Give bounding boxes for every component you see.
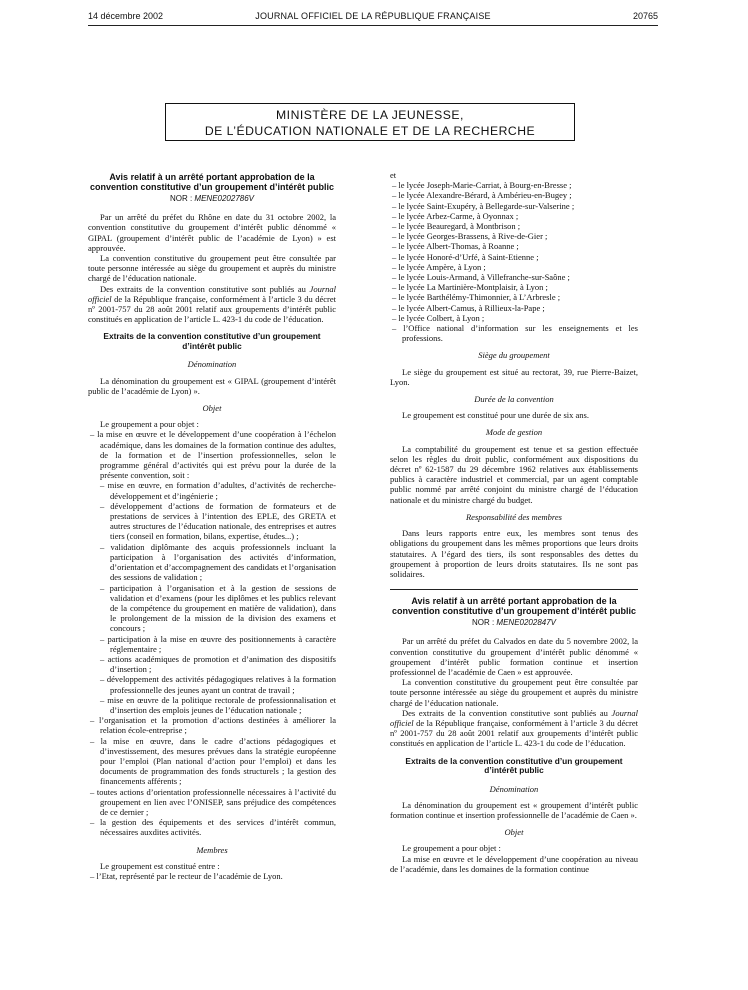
left-column bbox=[88, 172, 336, 881]
list-item: – la gestion des équipements et des services d’intérêt commun, nécessaires auxdites activités. bbox=[90, 817, 336, 838]
subheading-responsabilite: Responsabilité des membres bbox=[465, 511, 562, 522]
paragraph: et bbox=[390, 170, 397, 180]
paragraph: La comptabilité du groupement est tenue et sa gestion effectuée selon les règles du droit public, conformément aux dispositions du décret nº 62-1587 du 29 décembre 1962 relatives aux établissements publics à caractère industriel et commercial, par un agent comptable public nommé par arrêté conjoint du ministre chargé de l’éducation nationale et du ministre chargé du budget. bbox=[390, 443, 638, 505]
paragraph: La convention constitutive du groupement peut être consultée par toute personne intéressée au siège du groupement et auprès du ministre chargé de l’éducation nationale. bbox=[88, 253, 336, 284]
subheading-duree: Durée de la convention bbox=[474, 394, 554, 405]
paragraph: Le siège du groupement est situé au rectorat, 39, rue Pierre-Baizet, Lyon. bbox=[390, 366, 638, 387]
paragraph: La dénomination du groupement est « GIPAL (groupement d’intérêt public de l’académie de Lyon) ». bbox=[88, 375, 336, 396]
list-item: – le lycée Albert-Thomas, à Roanne ; bbox=[392, 241, 519, 252]
list-item: – actions académiques de promotion et d’animation des dispositifs d’insertion ; bbox=[100, 653, 336, 675]
text: Des extraits de la convention constitutive sont publiés au bbox=[100, 283, 310, 294]
paragraph: Dans leurs rapports entre eux, les membres sont tenus des obligations du groupement dans les mêmes proportions que leurs droits statutaires. A l’égard des tiers, ils sont responsables des dettes du groupement à proportion de leurs droits statutaires. Ils ne sont pas solidaires. bbox=[390, 528, 638, 579]
list-item: – le lycée Joseph-Marie-Carriat, à Bourg-en-Bresse ; bbox=[392, 180, 572, 191]
list-item: – mise en œuvre, en formation d’adultes, d’activités de recherche-développement et d’ingénierie ; bbox=[100, 480, 336, 501]
list-item: – l’organisation et la promotion d’actions destinées à améliorer la relation école-entreprise ; bbox=[90, 715, 336, 736]
list-item: – participation à la mise en œuvre des positionnements à caractère réglementaire ; bbox=[100, 633, 336, 654]
paragraph: La dénomination du groupement est « groupement d’intérêt public formation continue et insertion professionnelle de l’académie de Caen ». bbox=[390, 799, 638, 820]
text: de la République française, conformément à l’article 3 du décret nº 2001-757 du 28 août 2001 relatif aux groupements d’intérêt public constitués en application de l’article L. 423-1 du code de l’éducation. bbox=[390, 717, 638, 749]
nor-code: MENE0202847V bbox=[496, 618, 557, 628]
paragraph bbox=[88, 284, 336, 325]
list-item: – le lycée Barthélémy-Thimonnier, à L’Arbresle ; bbox=[392, 292, 561, 303]
list-item: – le lycée Alexandre-Bérard, à Ambérieu-en-Bugey ; bbox=[392, 190, 572, 201]
paragraph: Par un arrêté du préfet du Rhône en date du 31 octobre 2002, la convention constitutive du groupement d’intérêt public dénommé « GIPAL (groupement d’intérêt public de l’académie de Lyon) » est approuvée. bbox=[88, 212, 336, 253]
ministry-line-1: MINISTÈRE DE LA JEUNESSE, bbox=[276, 108, 464, 122]
list-item: – toutes actions d’orientation professionnelle nécessaires à l’activité du groupement en lien avec l’ONISEP, sans préjudice des compétences de ce dernier ; bbox=[90, 786, 336, 817]
list-item: – le lycée Beauregard, à Montbrison ; bbox=[392, 221, 521, 232]
subheading-denomination: Dénomination bbox=[187, 359, 237, 370]
nor-line bbox=[88, 194, 336, 204]
paragraph bbox=[390, 708, 638, 749]
right-column bbox=[390, 170, 638, 874]
section-heading: Extraits de la convention constitutive d’un groupement d’intérêt public bbox=[405, 755, 623, 776]
subheading-gestion: Mode de gestion bbox=[485, 427, 543, 438]
journal-officiel: Journal officiel bbox=[390, 707, 638, 728]
subheading-objet: Objet bbox=[504, 827, 524, 838]
list-item: – développement des activités pédagogiques relatives à la formation professionnelle des jeunes ayant un contrat de travail ; bbox=[100, 674, 336, 695]
list-item: – le lycée Georges-Brassens, à Rive-de-Gier ; bbox=[392, 231, 548, 242]
avis-title: Avis relatif à un arrêté portant approbation de la convention constitutive d’un groupement d’intérêt public bbox=[89, 172, 334, 192]
nor-label: NOR : bbox=[169, 194, 195, 203]
subheading-objet: Objet bbox=[202, 403, 222, 414]
avis-title: Avis relatif à un arrêté portant approbation de la convention constitutive d’un groupement d’intérêt public bbox=[391, 596, 636, 617]
list-item: – le lycée La Martinière-Montplaisir, à Lyon ; bbox=[392, 282, 548, 293]
list-item: – le lycée Honoré-d’Urfé, à Saint-Etienne ; bbox=[392, 251, 539, 262]
header-rule bbox=[88, 25, 658, 26]
list-item: – la mise en œuvre, dans le cadre d’actions pédagogiques et d’investissement, des mesures prévues dans la stratégie européenne pour l’emploi (Plan national d’action pour l’emploi) et dans les documents de programmation des fonds structurels ; la gestion des financements afférents ; bbox=[90, 735, 336, 787]
section-heading: Extraits de la convention constitutive d’un groupement d’intérêt public bbox=[103, 331, 321, 351]
subheading-siege: Siège du groupement bbox=[478, 350, 550, 361]
second-notice bbox=[390, 589, 638, 874]
text: de la République française, conformément à l’article 3 du décret nº 2001-757 du 28 août 2001 relatif aux groupements d’intérêt public constitués en application de l’article L. 423-1 du code de l’éducation. bbox=[88, 293, 336, 325]
paragraph: Le groupement a pour objet : bbox=[402, 843, 501, 854]
list-item: – mise en œuvre de la politique rectorale de professionnalisation et d’insertion des emplois jeunes de l’éducation nationale ; bbox=[100, 694, 336, 715]
nor-code: MENE0202786V bbox=[194, 194, 255, 203]
ministry-line-2: DE L’ÉDUCATION NATIONALE ET DE LA RECHERCHE bbox=[204, 124, 536, 138]
list-item: – le lycée Ampère, à Lyon ; bbox=[392, 261, 486, 272]
list-item: – le lycée Albert-Camus, à Rillieux-la-Pape ; bbox=[392, 302, 545, 313]
list-item: – le lycée Arbez-Carme, à Oyonnax ; bbox=[392, 210, 519, 221]
list-item: – participation à l’organisation et à la gestion de sessions de validation et d’examens (pour les diplômes et les publics relevant de la compétence du groupement en matière de validation), dans le prolongement de la mission de la division des examens et concours ; bbox=[100, 582, 336, 634]
header-date: 14 décembre 2002 bbox=[88, 11, 164, 21]
text: Des extraits de la convention constitutive sont publiés au bbox=[402, 707, 612, 718]
page-number: 20765 bbox=[632, 11, 658, 21]
paragraph: La mise en œuvre et le développement d’une coopération au niveau de l’académie, dans les domaines de la formation continue bbox=[390, 853, 638, 874]
subheading-denomination: Dénomination bbox=[489, 783, 539, 794]
subheading-membres: Membres bbox=[196, 844, 228, 855]
list-item: – le lycée Colbert, à Lyon ; bbox=[392, 312, 485, 323]
paragraph: Le groupement a pour objet : bbox=[100, 419, 199, 430]
list-item: – le lycée Louis-Armand, à Villefranche-sur-Saône ; bbox=[392, 272, 570, 283]
list-item: – l’Office national d’information sur les enseignements et les professions. bbox=[392, 323, 638, 344]
paragraph: La convention constitutive du groupement peut être consultée par toute personne intéressée au siège du groupement et auprès du ministre chargé de l’éducation nationale. bbox=[390, 677, 638, 708]
ministry-box bbox=[165, 103, 575, 141]
header-title: JOURNAL OFFICIEL DE LA RÉPUBLIQUE FRANÇAISE bbox=[255, 11, 491, 21]
nor-label: NOR : bbox=[471, 618, 497, 628]
journal-officiel: Journal officiel bbox=[88, 283, 336, 304]
paragraph: Par un arrêté du préfet du Calvados en date du 5 novembre 2002, la convention constitutive du groupement d’intérêt public dénommé « groupement d’intérêt public formation continue et insertion professionnel de l’académie de Caen » est approuvée. bbox=[390, 636, 638, 677]
list-item: – validation diplômante des acquis professionnels incluant la participation à l’organisation des activités d’information, d’orientation et d’accompagnement des candidats et l’organisation des sessions de validation ; bbox=[100, 541, 336, 583]
nor-line bbox=[390, 618, 638, 628]
list-item: – l’Etat, représenté par le recteur de l’académie de Lyon. bbox=[90, 870, 283, 881]
paragraph: Le groupement est constitué pour une durée de six ans. bbox=[402, 410, 589, 421]
list-item: – la mise en œuvre et le développement d’une coopération à l’échelon académique, dans les domaines de la formation continue des adultes, de la formation et de l’insertion professionnelles, selon le programme général d’activités qui est prévu pour la durée de la présente convention, soit : bbox=[90, 429, 336, 481]
paragraph: Le groupement est constitué entre : bbox=[100, 860, 220, 871]
list-item: – le lycée Saint-Exupéry, à Bellegarde-sur-Valserine ; bbox=[392, 200, 575, 211]
list-item: – développement d’actions de formation de formateurs et de prestations de services à l’intention des EPLE, des GRETA et autres structures de l’éducation nationale, des entreprises et autres tiers (conseil en formation, bilans, expertise, études...) ; bbox=[100, 500, 336, 542]
